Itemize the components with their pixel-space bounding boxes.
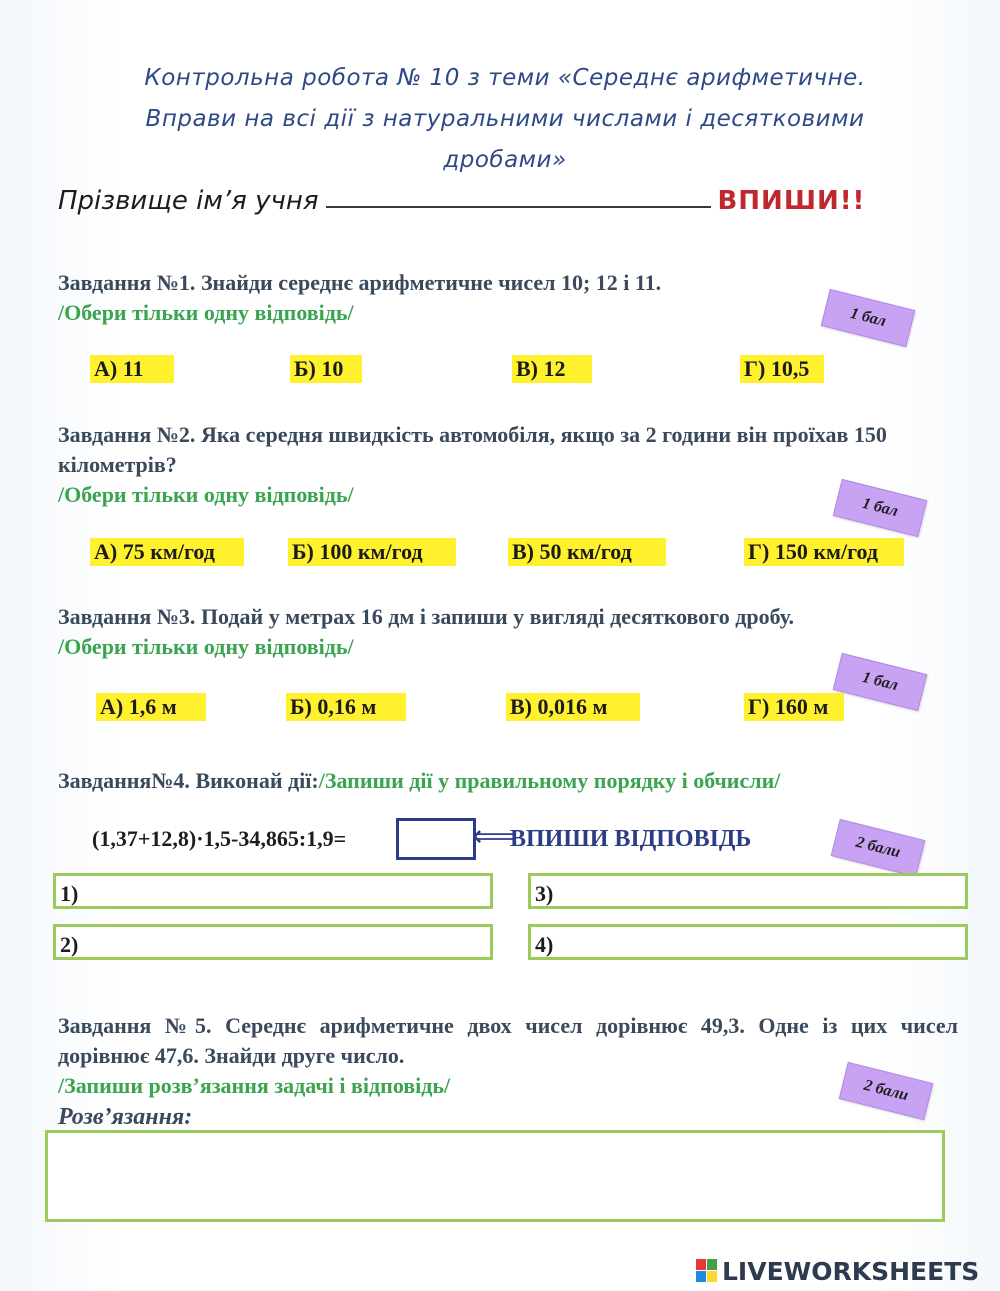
title-line-3: дробами» (443, 147, 567, 173)
task-5 (58, 1011, 958, 1101)
task-2-option-b[interactable]: Б) 100 км/год (288, 538, 456, 566)
write-prompt: ВПИШИ!! (717, 186, 866, 216)
task-2-option-a[interactable]: А) 75 км/год (90, 538, 244, 566)
task-1-option-b[interactable]: Б) 10 (290, 355, 362, 383)
task-2 (58, 420, 958, 510)
student-name-row (58, 186, 958, 226)
task-3-option-g[interactable]: Г) 160 м (744, 693, 844, 721)
task-4-step-3-input[interactable]: 3) (528, 873, 968, 909)
title-line-2: Вправи на всі дії з натуральними числами і десятковими (145, 106, 865, 132)
task-3-label: Завдання №3. (58, 604, 196, 629)
task-4-step-4-input[interactable]: 4) (528, 924, 968, 960)
task-4-expression: (1,37+12,8)·1,5-34,865:1,9= (92, 826, 347, 851)
task-2-label: Завдання №2. (58, 422, 196, 447)
task-1-option-v[interactable]: В) 12 (512, 355, 592, 383)
task-4-step-1-input[interactable]: 1) (53, 873, 493, 909)
task-3-option-b[interactable]: Б) 0,16 м (286, 693, 406, 721)
task-5-label: Завдання №5. (58, 1013, 212, 1038)
liveworksheets-brand (696, 1256, 979, 1286)
task-1-label: Завдання №1. (58, 270, 196, 295)
task-2-option-v[interactable]: В) 50 км/год (508, 538, 666, 566)
task-1-option-a[interactable]: А) 11 (90, 355, 174, 383)
task-3-points-badge: 1 бал (833, 653, 928, 711)
task-2-points-badge: 1 бал (833, 479, 928, 537)
task-4-answer-input[interactable] (396, 818, 476, 860)
task-1-option-g[interactable]: Г) 10,5 (740, 355, 824, 383)
task-4-step-2-input[interactable]: 2) (53, 924, 493, 960)
task-5-hint: /Запиши розв’язання задачі і відповідь/ (58, 1073, 451, 1098)
task-1-hint: /Обери тільки одну відповідь/ (58, 300, 354, 325)
title-line-1: Контрольна робота № 10 з теми «Середнє арифметичне. (144, 65, 866, 91)
task-3-hint: /Обери тільки одну відповідь/ (58, 634, 354, 659)
task-5-text: Середнє арифметичне двох чисел дорівнює 49,3. Одне із цих чисел дорівнює 47,6. Знайди друге число. (58, 1013, 959, 1068)
task-5-solution-input[interactable] (45, 1130, 945, 1222)
task-3 (58, 602, 958, 662)
task-5-points-badge: 2 бали (839, 1062, 934, 1120)
task-2-text: Яка середня швидкість автомобіля, якщо за 2 години він проїхав 150 кілометрів? (58, 422, 887, 477)
worksheet-title (40, 58, 970, 181)
task-1-points-badge: 1 бал (821, 289, 916, 347)
liveworksheets-brand-text: LIVEWORKSHEETS (722, 1256, 980, 1286)
task-4-answer-label: ВПИШИ ВІДПОВІДЬ (510, 826, 752, 852)
student-name-label: Прізвище ім’я учня (58, 186, 319, 216)
task-2-hint: /Обери тільки одну відповідь/ (58, 482, 354, 507)
task-4-hint: /Запиши дії у правильному порядку і обчисли/ (318, 768, 781, 793)
task-4-label: Завдання№4. (58, 768, 190, 793)
task-3-text: Подай у метрах 16 дм і запиши у вигляді десяткового дробу. (195, 604, 795, 629)
task-5-solution-label: Розв’язання: (58, 1104, 193, 1130)
task-4-text: Виконай дії: (189, 768, 319, 793)
left-arrow-icon: ⟸ (472, 820, 516, 853)
task-4 (58, 766, 958, 796)
student-name-input[interactable] (326, 205, 711, 208)
task-4-points-badge: 2 бали (831, 819, 926, 877)
task-3-option-v[interactable]: В) 0,016 м (506, 693, 640, 721)
task-2-option-g[interactable]: Г) 150 км/год (744, 538, 904, 566)
task-1-text: Знайди середнє арифметичне чисел 10; 12 і 11. (195, 270, 662, 295)
task-3-option-a[interactable]: А) 1,6 м (96, 693, 206, 721)
liveworksheets-logo-icon (696, 1259, 718, 1283)
